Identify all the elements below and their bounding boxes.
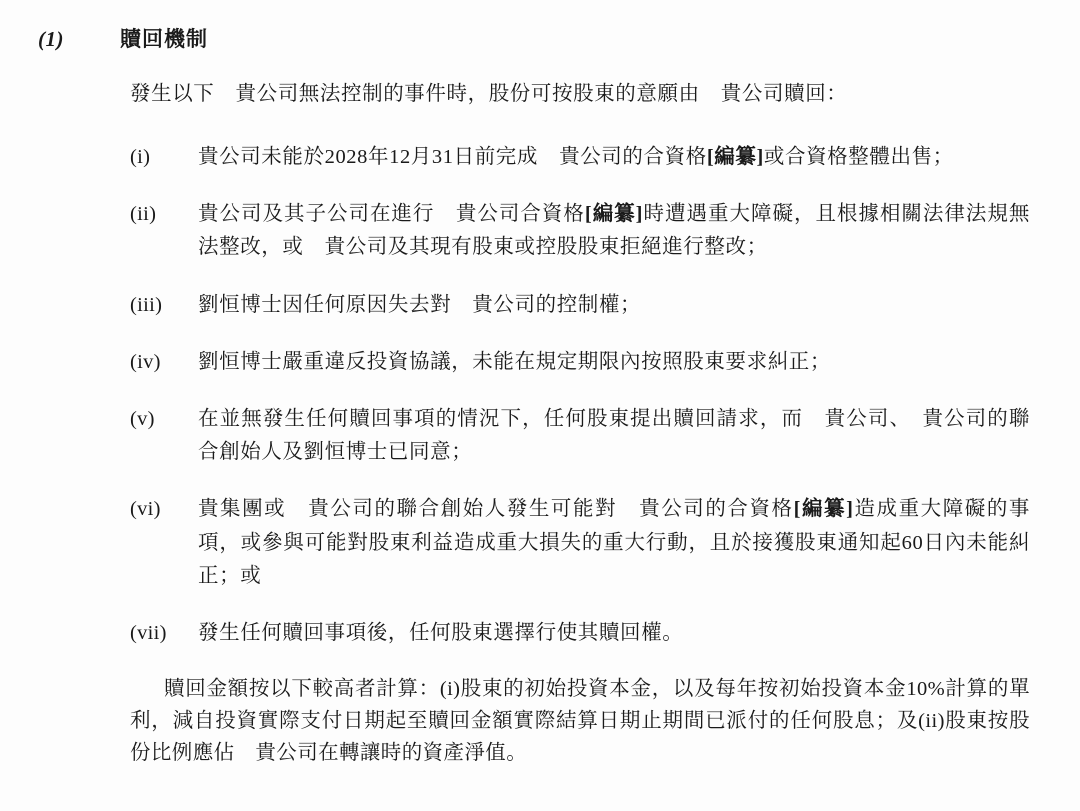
closing-paragraph: 贖回金額按以下較高者計算：(i)股東的初始投資本金，以及每年按初始投資本金10%計算的單利，減自投資實際支付日期起至贖回金額實際結算日期止期間已派付的任何股息；及(ii)股東按股份比例應佔 貴公司在轉讓時的資產淨值。 <box>130 678 1030 764</box>
list-item-text: 貴公司及其子公司在進行 貴公司合資格[編纂]時遭遇重大障礙，且根據相關法律法規無法整改，或 貴公司及其現有股東或控股股東拒絕進行整改； <box>198 203 1030 259</box>
list-item-label: (ii) <box>130 203 157 226</box>
list-item-label: (vi) <box>130 498 161 521</box>
list-item <box>38 289 1042 322</box>
lead-paragraph: 發生以下 貴公司無法控制的事件時，股份可按股東的意願由 貴公司贖回： <box>130 83 848 106</box>
list-item-text: 劉恒博士嚴重違反投資協議，未能在規定期限內按照股東要求糾正； <box>198 350 831 373</box>
list-item <box>38 617 1042 650</box>
list-item-text: 劉恒博士因任何原因失去對 貴公司的控制權； <box>198 293 642 316</box>
list-item <box>38 346 1042 379</box>
list-item <box>38 198 1042 264</box>
list-item-label: (vii) <box>130 622 167 645</box>
redemption-conditions-list <box>38 141 1042 650</box>
list-item-text: 貴公司未能於2028年12月31日前完成 貴公司的合資格[編纂]或合資格整體出售； <box>198 146 954 169</box>
list-item-text: 在並無發生任何贖回事項的情況下，任何股東提出贖回請求，而 貴公司、 貴公司的聯合創始人及劉恒博士已同意； <box>198 408 1030 464</box>
list-item-label: (iv) <box>130 350 161 373</box>
list-item-text: 發生任何贖回事項後，任何股東選擇行使其贖回權。 <box>198 622 684 645</box>
section-heading <box>38 26 1042 53</box>
list-item <box>38 141 1042 174</box>
list-item-text: 貴集團或 貴公司的聯合創始人發生可能對 貴公司的合資格[編纂]造成重大障礙的事項，或參與可能對股東利益造成重大損失的重大行動，且於接獲股東通知起60日內未能糾正；或 <box>198 498 1030 587</box>
list-item <box>38 493 1042 593</box>
list-item-label: (iii) <box>130 293 163 316</box>
list-item-label: (v) <box>130 408 155 431</box>
list-item <box>38 403 1042 469</box>
list-item-label: (i) <box>130 146 151 169</box>
section-title: 贖回機制 <box>120 27 208 51</box>
section-number: (1) <box>38 27 64 51</box>
